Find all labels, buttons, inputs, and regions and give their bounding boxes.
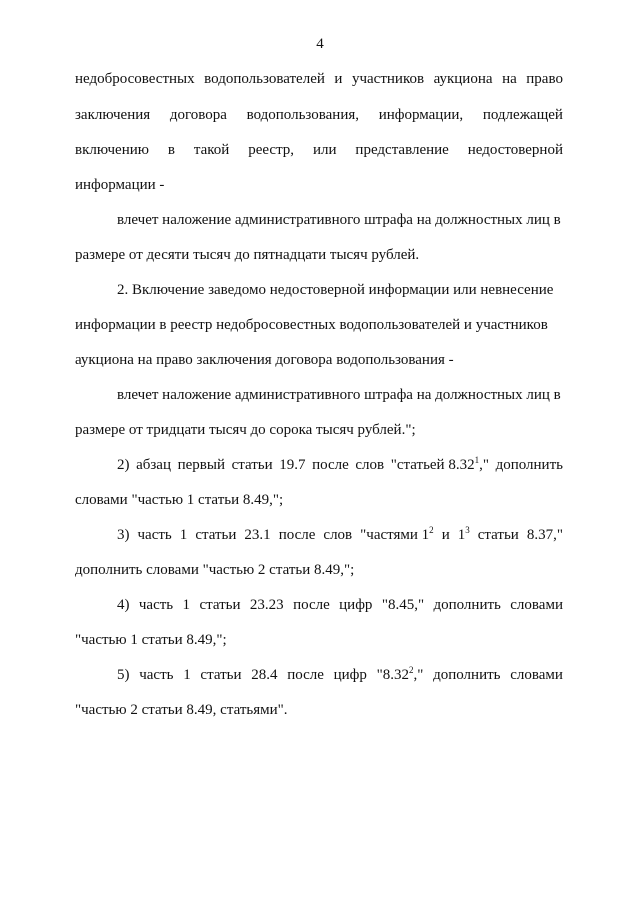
word: 2) bbox=[117, 457, 130, 473]
word: статьи bbox=[231, 457, 273, 473]
word: подлежащей bbox=[482, 107, 563, 123]
word: 5) bbox=[117, 667, 130, 683]
text-line-2 bbox=[75, 106, 563, 124]
word: дополнить bbox=[433, 667, 501, 683]
word: часть bbox=[138, 597, 174, 613]
text-line-19: "частью 2 статьи 8.49, статьями". bbox=[75, 702, 288, 718]
quoted-text-end: ," bbox=[413, 667, 424, 683]
word: дополнить bbox=[433, 597, 501, 613]
page-number: 4 bbox=[316, 36, 324, 52]
word: 23.1 bbox=[244, 527, 271, 543]
word: и bbox=[441, 527, 450, 543]
word: водопользователей bbox=[204, 71, 325, 87]
text-line-4: информации - bbox=[75, 177, 165, 193]
word: абзац bbox=[136, 457, 171, 473]
text-line-9: аукциона на право заключения договора водопользования - bbox=[75, 352, 454, 368]
word: участников bbox=[351, 71, 425, 87]
superscript: 2 bbox=[429, 525, 434, 535]
word: дополнить bbox=[495, 457, 563, 473]
word: водопользования, bbox=[246, 107, 360, 123]
word: на bbox=[502, 71, 517, 87]
word: 8.37," bbox=[526, 527, 563, 543]
quoted-text: "частями 1 bbox=[360, 527, 430, 543]
word: после bbox=[287, 667, 324, 683]
quoted-text: "статьей 8.32 bbox=[390, 457, 475, 473]
word: 1 bbox=[183, 667, 191, 683]
word: право bbox=[526, 71, 563, 87]
text-line-17: "частью 1 статьи 8.49,"; bbox=[75, 632, 227, 648]
word: 23.23 bbox=[249, 597, 284, 613]
word: статьи bbox=[195, 527, 237, 543]
quoted-reference bbox=[377, 666, 424, 684]
word: включению bbox=[75, 142, 149, 158]
word: после bbox=[312, 457, 349, 473]
text-line-10: влечет наложение административного штрафа на должностных лиц в bbox=[117, 387, 561, 403]
word: аукциона bbox=[433, 71, 493, 87]
superscript: 1 bbox=[474, 455, 480, 465]
reference bbox=[458, 526, 470, 544]
quoted-reference bbox=[391, 456, 489, 474]
word: словами bbox=[510, 667, 563, 683]
text-line-14 bbox=[117, 526, 563, 544]
word: 28.4 bbox=[251, 667, 278, 683]
word: статьи bbox=[200, 667, 242, 683]
word: 19.7 bbox=[279, 457, 306, 473]
word: цифр bbox=[339, 597, 373, 613]
text-line-5: влечет наложение административного штрафа на должностных лиц в bbox=[117, 212, 561, 228]
word: недобросовестных bbox=[75, 71, 195, 87]
reference-number: 1 bbox=[457, 527, 466, 543]
word: в bbox=[167, 142, 175, 158]
text-line-6: размере от десяти тысяч до пятнадцати тысяч рублей. bbox=[75, 247, 420, 263]
word: или bbox=[312, 142, 337, 158]
word: заключения bbox=[75, 107, 151, 123]
superscript: 2 bbox=[409, 665, 414, 675]
word: после bbox=[278, 527, 316, 543]
word: словами bbox=[510, 597, 563, 613]
word: 4) bbox=[117, 597, 130, 613]
text-line-3 bbox=[75, 141, 563, 159]
word: часть bbox=[139, 667, 174, 683]
text-line-15: дополнить словами "частью 2 статьи 8.49,"; bbox=[75, 562, 355, 578]
word: недостоверной bbox=[467, 142, 563, 158]
word: цифр bbox=[333, 667, 367, 683]
word: статьи bbox=[199, 597, 241, 613]
word: 1 bbox=[179, 527, 188, 543]
text-line-13: словами "частью 1 статьи 8.49,"; bbox=[75, 492, 284, 508]
word: часть bbox=[137, 527, 172, 543]
text-line-12 bbox=[117, 456, 563, 474]
quoted-text: "8.32 bbox=[376, 667, 409, 683]
word: статьи bbox=[477, 527, 519, 543]
word: слов bbox=[323, 527, 353, 543]
word: реестр, bbox=[248, 142, 295, 158]
word: первый bbox=[177, 457, 225, 473]
word: 3) bbox=[117, 527, 130, 543]
word: такой bbox=[193, 142, 230, 158]
text-line-16 bbox=[117, 596, 563, 614]
quoted-text-end: ," bbox=[479, 457, 489, 473]
text-line-11: размере от тридцати тысяч до сорока тысяч рублей."; bbox=[75, 422, 416, 438]
word: представление bbox=[355, 142, 449, 158]
word: после bbox=[293, 597, 330, 613]
quoted-reference bbox=[360, 526, 434, 544]
word: слов bbox=[355, 457, 385, 473]
superscript: 3 bbox=[465, 525, 470, 535]
text-line-1 bbox=[75, 70, 563, 88]
word: договора bbox=[169, 107, 227, 123]
word: "8.45," bbox=[381, 597, 425, 613]
word: 1 bbox=[182, 597, 191, 613]
text-line-18 bbox=[117, 666, 563, 684]
text-line-7: 2. Включение заведомо недостоверной информации или невнесение bbox=[117, 282, 554, 298]
text-line-8: информации в реестр недобросовестных водопользователей и участников bbox=[75, 317, 548, 333]
word: и bbox=[334, 71, 343, 87]
word: информации, bbox=[378, 107, 464, 123]
